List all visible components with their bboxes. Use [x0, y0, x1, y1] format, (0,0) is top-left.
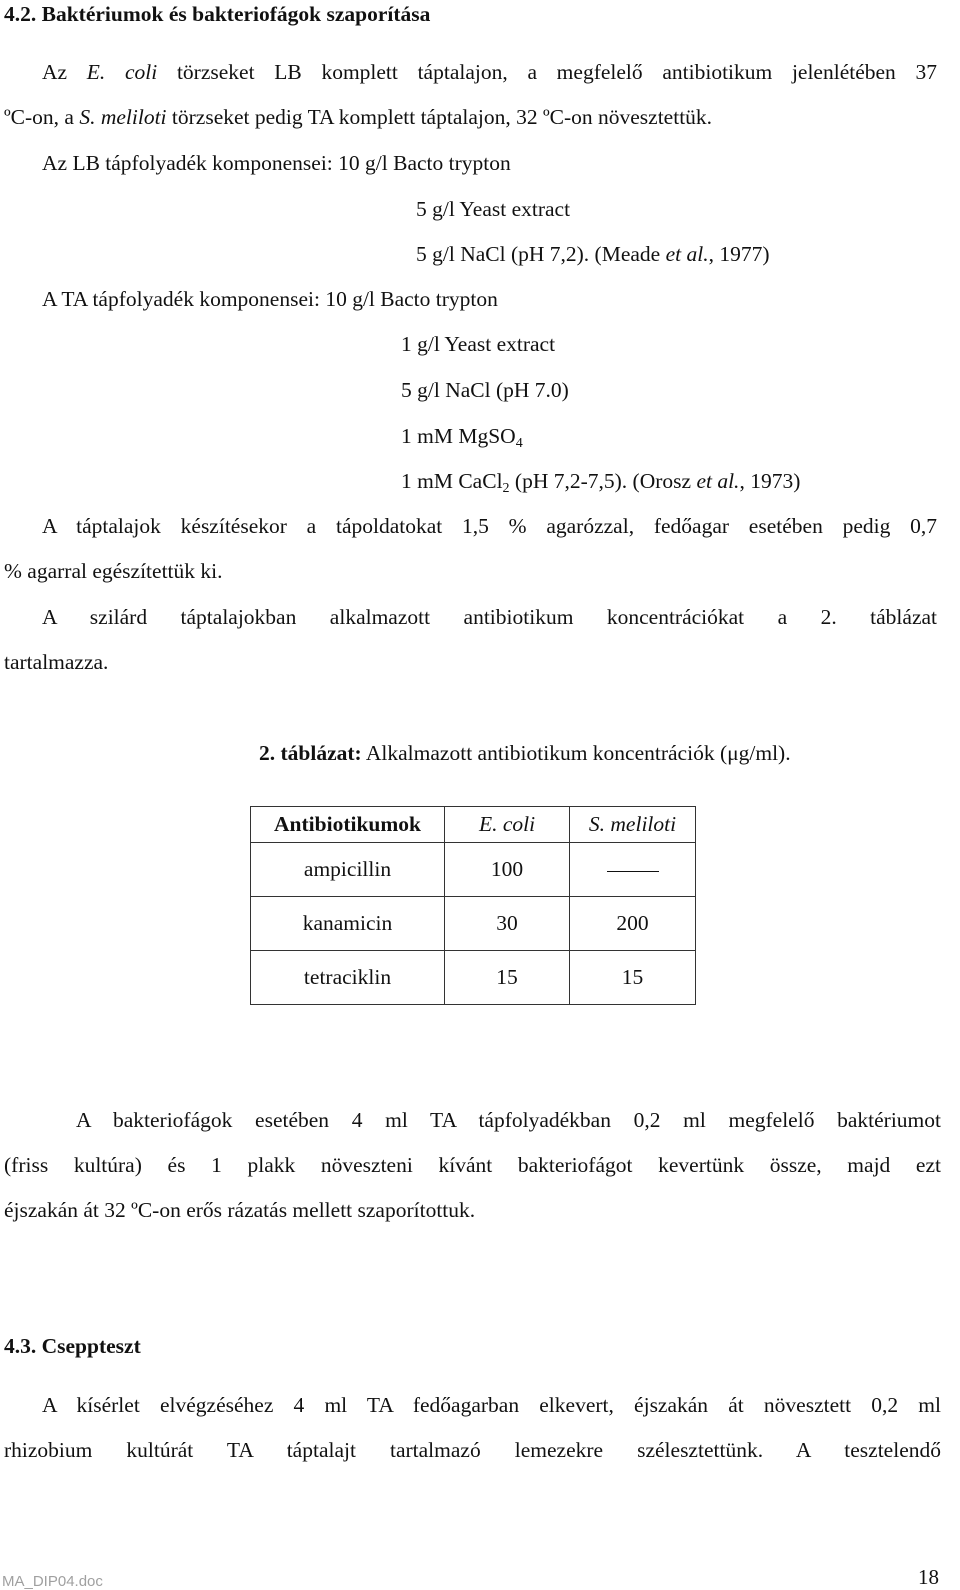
component-item: [416, 244, 770, 266]
text-run: (pH 7,2-7,5). (Orosz: [509, 469, 697, 493]
subscript: 2: [502, 481, 510, 496]
table-header-row: [251, 807, 696, 843]
paragraph-line: [42, 62, 937, 84]
paragraph-line: A kísérlet elvégzéséhez 4 ml TA fedőagarban elkevert, éjszakán át növesztett 0,2 ml: [42, 1393, 941, 1417]
section-title: Baktériumok és bakteriofágok szaporítása: [41, 2, 431, 26]
paragraph-line: tartalmazza.: [4, 650, 109, 674]
label-text: A TA tápfolyadék komponensei:: [42, 287, 320, 311]
component-item: [401, 469, 801, 496]
species-name: S. meliloti: [79, 105, 167, 129]
paragraph-line: (friss kultúra) és 1 plakk növeszteni kívánt bakteriofágot kevertünk össze, majd ezt: [4, 1153, 941, 1177]
table-row: [251, 897, 696, 951]
paragraph-line: [4, 107, 712, 129]
citation-etal: et al.: [696, 469, 740, 493]
text-run: 5 g/l NaCl (pH 7,2). (Meade: [416, 242, 666, 266]
header-e-coli: E. coli: [445, 807, 570, 843]
text-run: 1 mM MgSO: [401, 424, 516, 448]
table-cell: kanamicin: [251, 897, 445, 951]
section-number: 4.3.: [4, 1334, 37, 1358]
table-cell: 200: [570, 897, 696, 951]
species-name: E. coli: [86, 60, 158, 84]
lb-components-label: [42, 153, 511, 175]
component-item: 1 g/l Yeast extract: [401, 332, 556, 356]
table-caption: [259, 743, 791, 765]
header-s-meliloti: S. meliloti: [570, 807, 696, 843]
table-cell: 100: [445, 843, 570, 897]
label-text: Az LB tápfolyadék komponensei:: [42, 151, 333, 175]
ta-components-label: [42, 289, 498, 311]
section-heading-4-2: [4, 4, 430, 26]
section-title: Cseppteszt: [41, 1334, 141, 1358]
footer-filename: MA_DIP04.doc: [2, 1573, 103, 1590]
antibiotic-table: [250, 806, 696, 1005]
paragraph-line: A szilárd táptalajokban alkalmazott antibiotikum koncentrációkat a 2. táblázat: [42, 605, 937, 629]
table-cell: 30: [445, 897, 570, 951]
section-number: 4.2.: [4, 2, 37, 26]
table-cell-dash: [570, 843, 696, 897]
component-item: 10 g/l Bacto trypton: [338, 151, 511, 175]
caption-text: Alkalmazott antibiotikum koncentrációk (μg/ml).: [361, 741, 791, 765]
citation-etal: et al.: [665, 242, 709, 266]
table-cell: tetraciklin: [251, 951, 445, 1005]
table-row: [251, 951, 696, 1005]
section-heading-4-3: [4, 1336, 141, 1358]
table-cell: 15: [445, 951, 570, 1005]
subscript: 4: [515, 436, 523, 451]
page-number: 18: [918, 1565, 939, 1589]
paragraph-line: % agarral egészítettük ki.: [4, 559, 223, 583]
caption-label: 2. táblázat:: [259, 741, 362, 765]
component-item: 5 g/l Yeast extract: [416, 197, 571, 221]
text-run: Az: [42, 60, 87, 84]
paragraph-line: éjszakán át 32 ºC-on erős rázatás mellett szaporítottuk.: [4, 1198, 476, 1222]
table-cell: 15: [570, 951, 696, 1005]
component-item: 5 g/l NaCl (pH 7.0): [401, 378, 569, 402]
component-item: [401, 424, 523, 451]
paragraph-line: A táptalajok készítésekor a tápoldatokat 1,5 % agarózzal, fedőagar esetében pedig 0,7: [42, 514, 937, 538]
paragraph-line: rhizobium kultúrát TA táptalajt tartalmazó lemezekre szélesztettünk. A tesztelendő: [4, 1438, 941, 1462]
table-row: [251, 843, 696, 897]
paragraph-line: A bakteriofágok esetében 4 ml TA tápfolyadékban 0,2 ml megfelelő baktériumot: [76, 1108, 941, 1132]
text-run: , 1973): [739, 469, 801, 493]
header-antibiotics: Antibiotikumok: [251, 807, 445, 843]
component-item: 10 g/l Bacto trypton: [325, 287, 498, 311]
text-run: törzseket LB komplett táptalajon, a megfelelő antibiotikum jelenlétében 37: [157, 60, 938, 84]
text-run: törzseket pedig TA komplett táptalajon, 32 ºC-on növesztettük.: [166, 105, 713, 129]
text-run: ºC-on, a: [4, 105, 80, 129]
table-cell: ampicillin: [251, 843, 445, 897]
dash-mark: [607, 871, 659, 872]
text-run: 1 mM CaCl: [401, 469, 503, 493]
text-run: , 1977): [708, 242, 770, 266]
